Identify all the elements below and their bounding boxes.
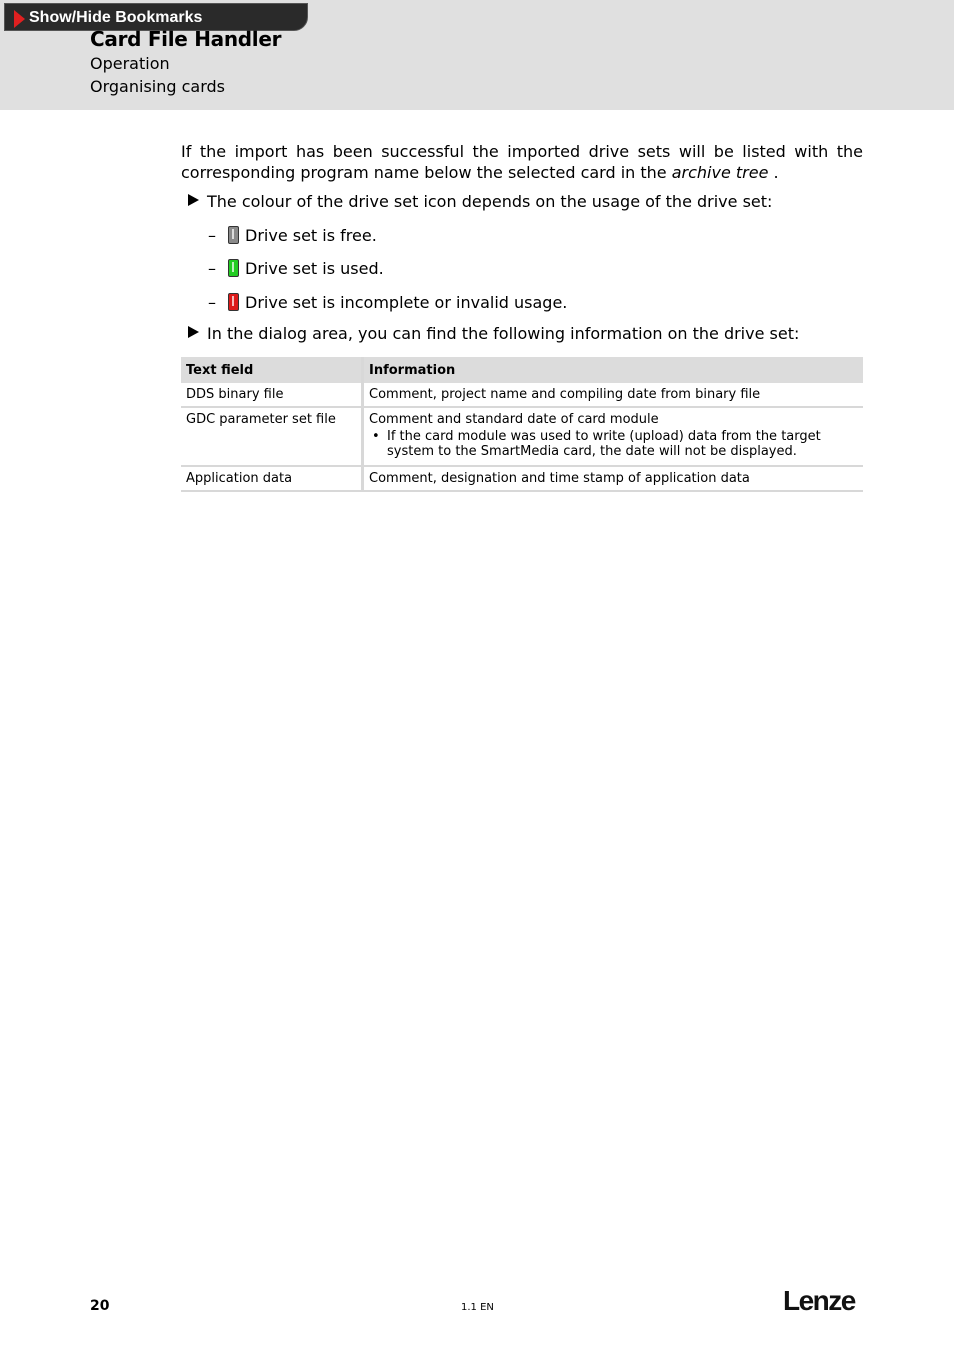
drive-set-used-icon — [228, 259, 239, 277]
cell-information-text: Comment and standard date of card module — [369, 412, 659, 427]
drive-set-invalid-icon — [228, 293, 239, 311]
triangle-right-icon — [14, 10, 25, 28]
drive-state-text: Drive set is incomplete or invalid usage. — [245, 293, 568, 312]
cell-information: Comment, project name and compiling date from binary file — [363, 383, 864, 407]
intro-text-end: . — [768, 163, 779, 182]
drive-set-free-icon — [228, 226, 239, 244]
table-row — [181, 466, 863, 491]
table-header-row — [181, 357, 863, 383]
intro-text: If the import has been successful the imported drive sets will be listed with the corresponding program name below the selected card in the — [181, 142, 863, 182]
column-header-text-field: Text field — [181, 357, 363, 383]
bookmark-label: Show/Hide Bookmarks — [29, 9, 203, 26]
drive-state-item: – Drive set is incomplete or invalid usage. — [208, 293, 568, 312]
lenze-logo: Lenze — [783, 1285, 855, 1316]
triangle-bullet-icon — [188, 194, 199, 206]
intro-emphasis: archive tree — [671, 163, 769, 182]
drive-set-info-table — [181, 357, 863, 492]
drive-state-item: – Drive set is used. — [208, 259, 384, 278]
topic-subtitle: Organising cards — [90, 77, 225, 96]
document-version: 1.1 EN — [461, 1302, 494, 1313]
table-row — [181, 383, 863, 407]
drive-state-text: Drive set is free. — [245, 226, 377, 245]
page-title: Card File Handler — [90, 27, 282, 51]
bullet-dialog-info — [188, 324, 799, 344]
cell-text-field: Application data — [181, 466, 363, 491]
cell-information — [363, 407, 864, 466]
bullet-text: In the dialog area, you can find the following information on the drive set: — [207, 324, 800, 343]
intro-paragraph — [181, 141, 863, 183]
cell-information: Comment, designation and time stamp of application data — [363, 466, 864, 491]
cell-text-field: GDC parameter set file — [181, 407, 363, 466]
table-row — [181, 407, 863, 466]
column-header-information: Information — [363, 357, 864, 383]
section-subtitle: Operation — [90, 54, 170, 73]
cell-information-note: • If the card module was used to write (upload) data from the target system to the SmartMedia card, the date will not be displayed. — [369, 429, 858, 459]
bullet-colour-info — [188, 192, 772, 212]
triangle-bullet-icon — [188, 326, 199, 338]
drive-state-text: Drive set is used. — [245, 259, 384, 278]
drive-state-item: – Drive set is free. — [208, 226, 377, 245]
cell-text-field: DDS binary file — [181, 383, 363, 407]
bullet-text: The colour of the drive set icon depends on the usage of the drive set: — [207, 192, 773, 211]
page-number: 20 — [90, 1298, 110, 1314]
